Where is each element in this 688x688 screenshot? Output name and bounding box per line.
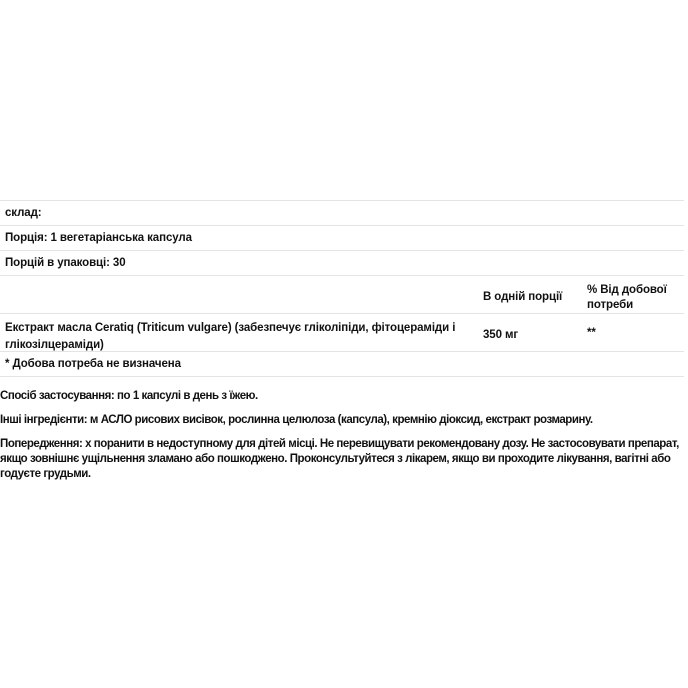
usage-note: Спосіб застосування: по 1 капсулі в день з їжею.	[0, 390, 258, 402]
footnote-row	[0, 352, 684, 377]
table-row	[0, 314, 684, 352]
ingredient-amount: 350 мг	[483, 329, 519, 341]
footnote: * Добова потреба не визначена	[5, 358, 181, 370]
serving-size-row	[0, 226, 684, 251]
facts-title: склад:	[5, 207, 42, 219]
warning-note: Попередження: х поранити в недоступному для дітей місці. Не перевищувати рекомендовану дозу. Не застосовувати препарат, якщо зовнішнє ущільнення зламано або пошкоджено. Проконсультуйтеся з лікарем, якщо ви проходите лікування, вагітні або годуєте грудьми.	[0, 438, 679, 480]
product-notes	[0, 389, 684, 491]
table-header-row	[0, 276, 684, 314]
header-daily-value: % Від добової потреби	[587, 284, 667, 311]
serving-size: Порція: 1 вегетаріанська капсула	[5, 232, 192, 244]
servings-per-container: Порцій в упаковці: 30	[5, 257, 126, 269]
other-ingredients-note: Інші інгредієнти: м АСЛО рисових висівок, рослинна целюлоза (капсула), кремнію діоксид, екстракт розмарину.	[0, 414, 593, 426]
ingredient-daily-value: **	[587, 327, 596, 339]
supplement-facts-table	[0, 200, 684, 377]
facts-title-row	[0, 201, 684, 226]
header-amount: В одній порції	[483, 291, 563, 303]
ingredient-name: Екстракт масла Ceratiq (Triticum vulgare) (забезпечує гліколіпіди, фітоцераміди і глікозілцераміди)	[5, 322, 456, 351]
servings-per-container-row	[0, 251, 684, 276]
